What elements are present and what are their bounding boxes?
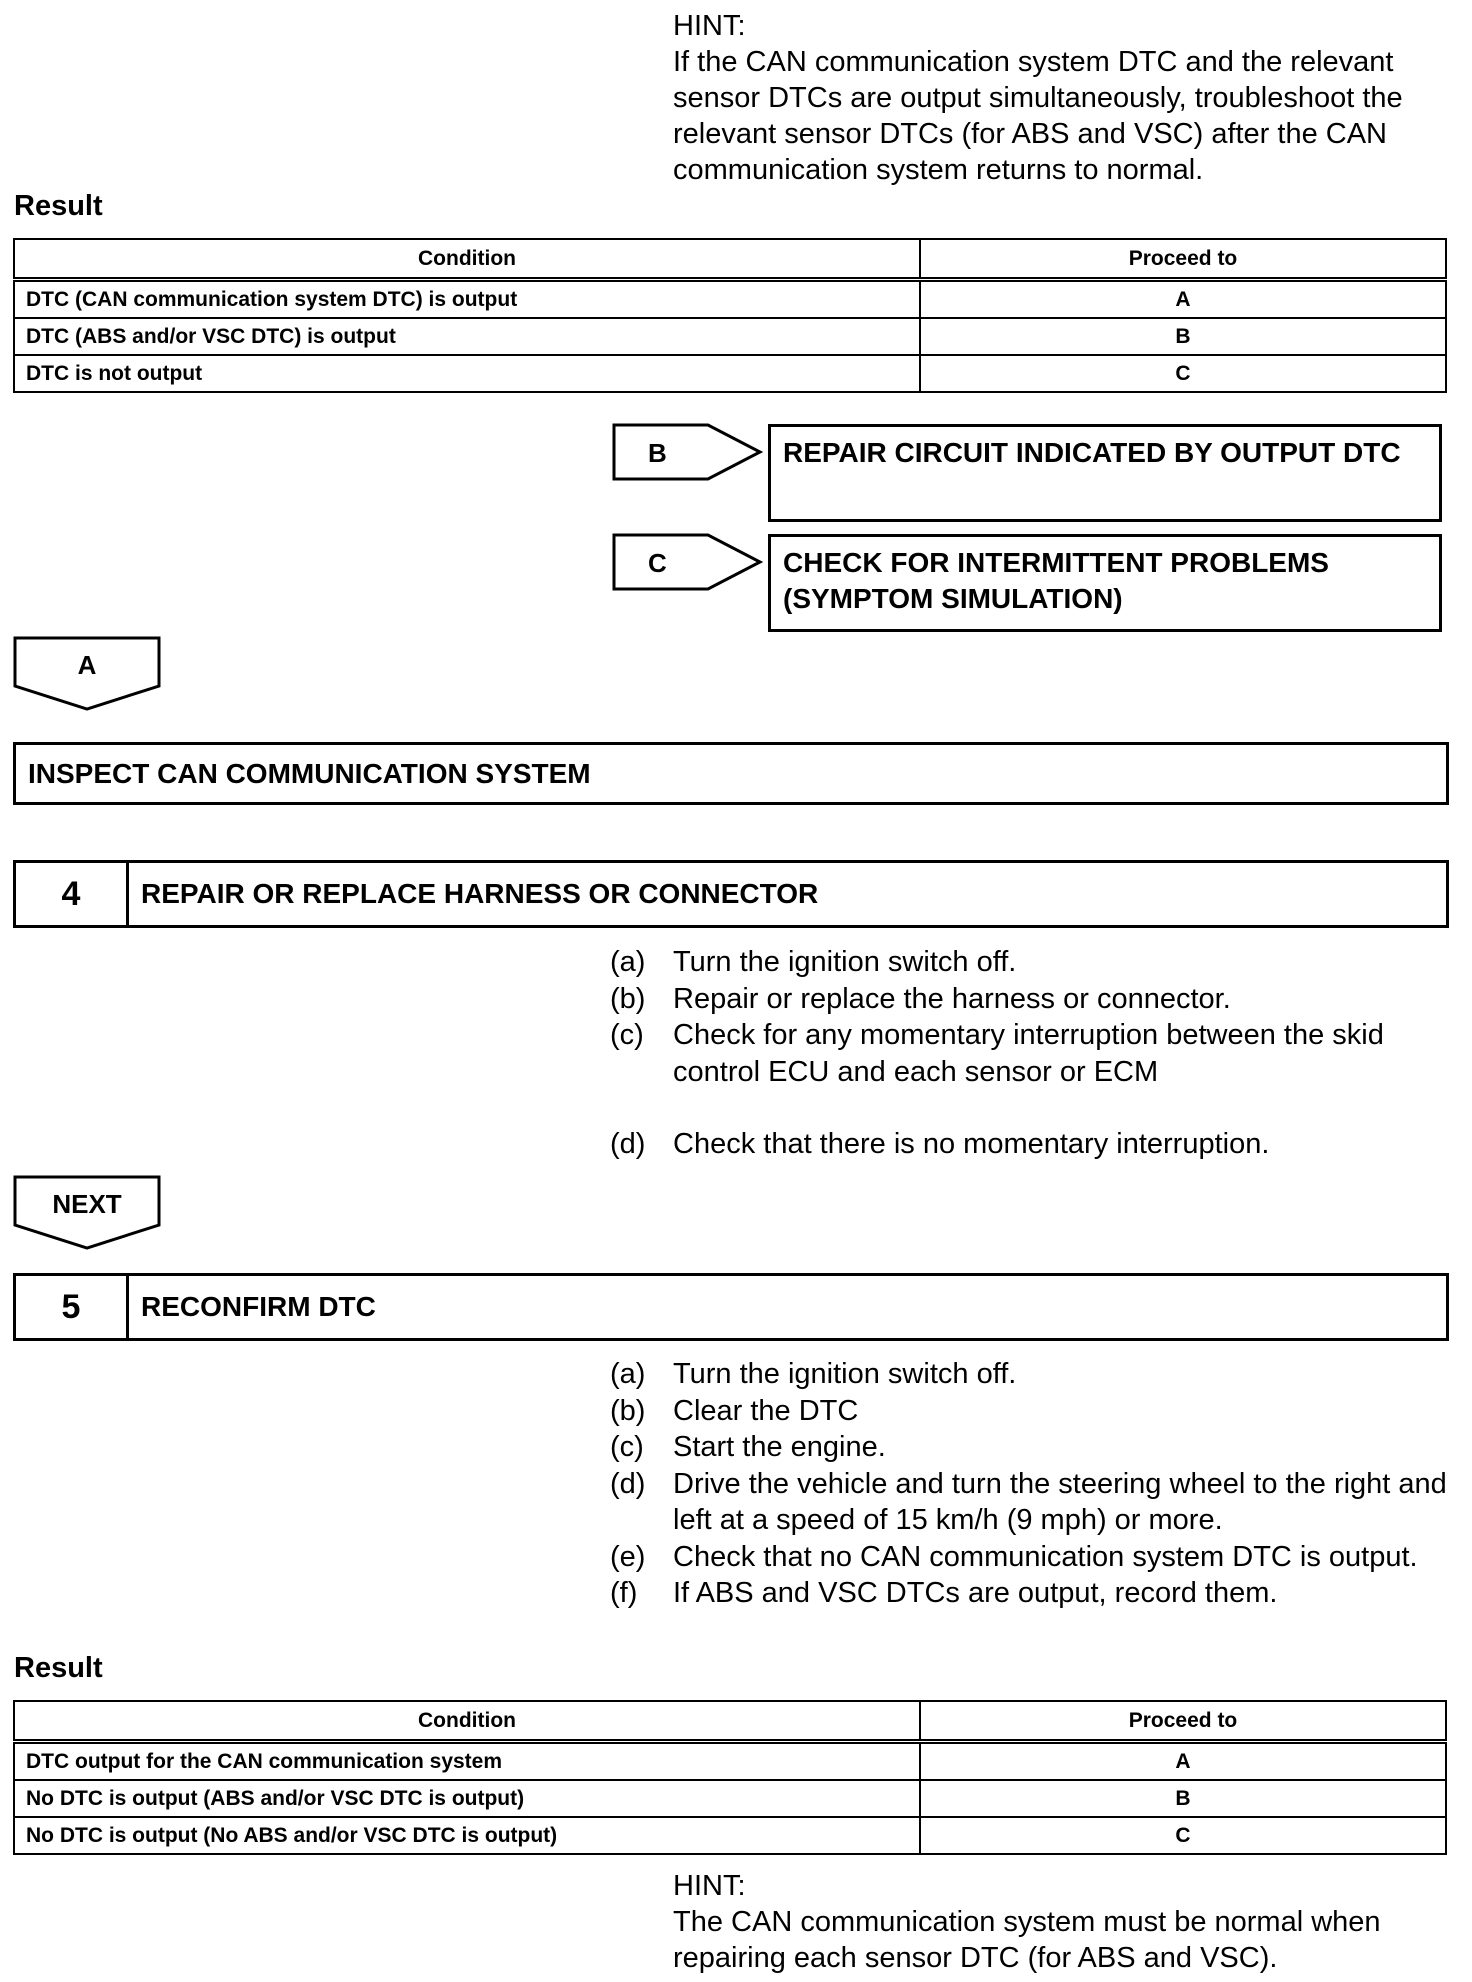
hint-label: HINT: — [673, 10, 746, 42]
item-text: Check that no CAN communication system DTC is output. — [673, 1540, 1418, 1573]
branch-a-tag[interactable] — [13, 636, 163, 717]
column-header-condition: Condition — [14, 239, 920, 280]
step-number: 5 — [16, 1276, 129, 1338]
step-5-instructions — [610, 1356, 1450, 1612]
right-arrow-tag-icon — [612, 423, 764, 483]
table-row — [14, 280, 1446, 319]
table-row — [14, 318, 1446, 355]
list-item — [610, 1575, 1450, 1612]
step-4-header — [13, 860, 1449, 928]
item-text: Repair or replace the harness or connector. — [673, 982, 1231, 1015]
condition-cell: No DTC is output (No ABS and/or VSC DTC is output) — [14, 1817, 920, 1854]
list-item — [610, 1393, 1450, 1430]
table-header-row — [14, 1701, 1446, 1742]
table-header-row — [14, 239, 1446, 280]
branch-b-tag[interactable] — [612, 423, 764, 488]
proceed-cell: A — [920, 280, 1446, 319]
condition-cell: DTC is not output — [14, 355, 920, 392]
hint-text: If the CAN communication system DTC and the relevant sensor DTCs are output simultaneously, troubleshoot the relevant sensor DTCs (for ABS and VSC) after the CAN communication system returns to normal. — [673, 46, 1403, 186]
column-header-proceed: Proceed to — [920, 1701, 1446, 1742]
step-title: REPAIR OR REPLACE HARNESS OR CONNECTOR — [141, 878, 819, 909]
branch-c-letter: C — [648, 548, 667, 578]
proceed-cell: C — [920, 1817, 1446, 1854]
branch-a-letter: A — [77, 650, 97, 680]
item-text: If ABS and VSC DTCs are output, record them. — [673, 1577, 1278, 1609]
branch-b-action: REPAIR CIRCUIT INDICATED BY OUTPUT DTC — [768, 424, 1442, 522]
proceed-cell: B — [920, 1780, 1446, 1817]
proceed-cell: C — [920, 355, 1446, 392]
branch-b-letter: B — [648, 438, 667, 468]
item-key: (d) — [610, 1128, 646, 1160]
result-table — [13, 1700, 1447, 1855]
item-text: Turn the ignition switch off. — [673, 1358, 1017, 1390]
item-text: Clear the DTC — [673, 1394, 859, 1427]
proceed-cell: B — [920, 318, 1446, 355]
proceed-cell: A — [920, 1742, 1446, 1781]
item-key: (c) — [610, 1431, 644, 1463]
hint-label: HINT: — [673, 1870, 746, 1902]
down-arrow-tag-icon — [13, 636, 163, 712]
list-item — [610, 1126, 1450, 1163]
item-key: (b) — [610, 982, 646, 1015]
item-text: Drive the vehicle and turn the steering wheel to the right and left at a speed of 15 km/h (9 mph) or more. — [673, 1467, 1447, 1536]
table-row — [14, 1817, 1446, 1854]
result-label: Result — [14, 1652, 103, 1684]
item-key: (a) — [610, 1358, 646, 1390]
item-key: (b) — [610, 1394, 646, 1427]
right-arrow-tag-icon — [612, 533, 764, 593]
result-table — [13, 238, 1447, 393]
step-5-header — [13, 1273, 1449, 1341]
condition-cell: DTC (ABS and/or VSC DTC) is output — [14, 318, 920, 355]
list-item — [610, 1429, 1450, 1466]
next-tag[interactable] — [13, 1175, 163, 1256]
list-item — [610, 1356, 1450, 1393]
step-number: 4 — [16, 863, 129, 925]
item-key: (c) — [610, 1019, 644, 1051]
item-text: Check that there is no momentary interruption. — [673, 1128, 1270, 1160]
table-row — [14, 355, 1446, 392]
hint-text: The CAN communication system must be normal when repairing each sensor DTC (for ABS and VSC). — [673, 1906, 1381, 1974]
column-header-condition: Condition — [14, 1701, 920, 1742]
step-4-instructions — [610, 944, 1450, 1163]
list-item — [610, 944, 1450, 981]
branch-c-tag[interactable] — [612, 533, 764, 598]
branch-c-action: CHECK FOR INTERMITTENT PROBLEMS (SYMPTOM SIMULATION) — [768, 534, 1442, 632]
hint-block — [673, 1868, 1453, 1976]
item-key: (e) — [610, 1540, 646, 1573]
item-key: (f) — [610, 1577, 638, 1609]
next-label: NEXT — [52, 1189, 122, 1219]
step-title: RECONFIRM DTC — [141, 1291, 376, 1322]
column-header-proceed: Proceed to — [920, 239, 1446, 280]
inspect-can-box: INSPECT CAN COMMUNICATION SYSTEM — [13, 742, 1449, 805]
item-text: Start the engine. — [673, 1431, 886, 1463]
hint-block — [673, 8, 1453, 188]
item-text: Check for any momentary interruption between the skid control ECU and each sensor or ECM — [673, 1019, 1384, 1088]
list-item — [610, 1017, 1450, 1090]
table-row — [14, 1742, 1446, 1781]
condition-cell: No DTC is output (ABS and/or VSC DTC is output) — [14, 1780, 920, 1817]
condition-cell: DTC (CAN communication system DTC) is output — [14, 280, 920, 319]
condition-cell: DTC output for the CAN communication system — [14, 1742, 920, 1781]
item-key: (a) — [610, 946, 646, 978]
table-row — [14, 1780, 1446, 1817]
list-item — [610, 981, 1450, 1018]
list-item — [610, 1539, 1450, 1576]
down-arrow-tag-icon — [13, 1175, 163, 1251]
list-item — [610, 1466, 1450, 1539]
item-key: (d) — [610, 1467, 646, 1500]
item-text: Turn the ignition switch off. — [673, 946, 1017, 978]
result-label: Result — [14, 190, 103, 222]
